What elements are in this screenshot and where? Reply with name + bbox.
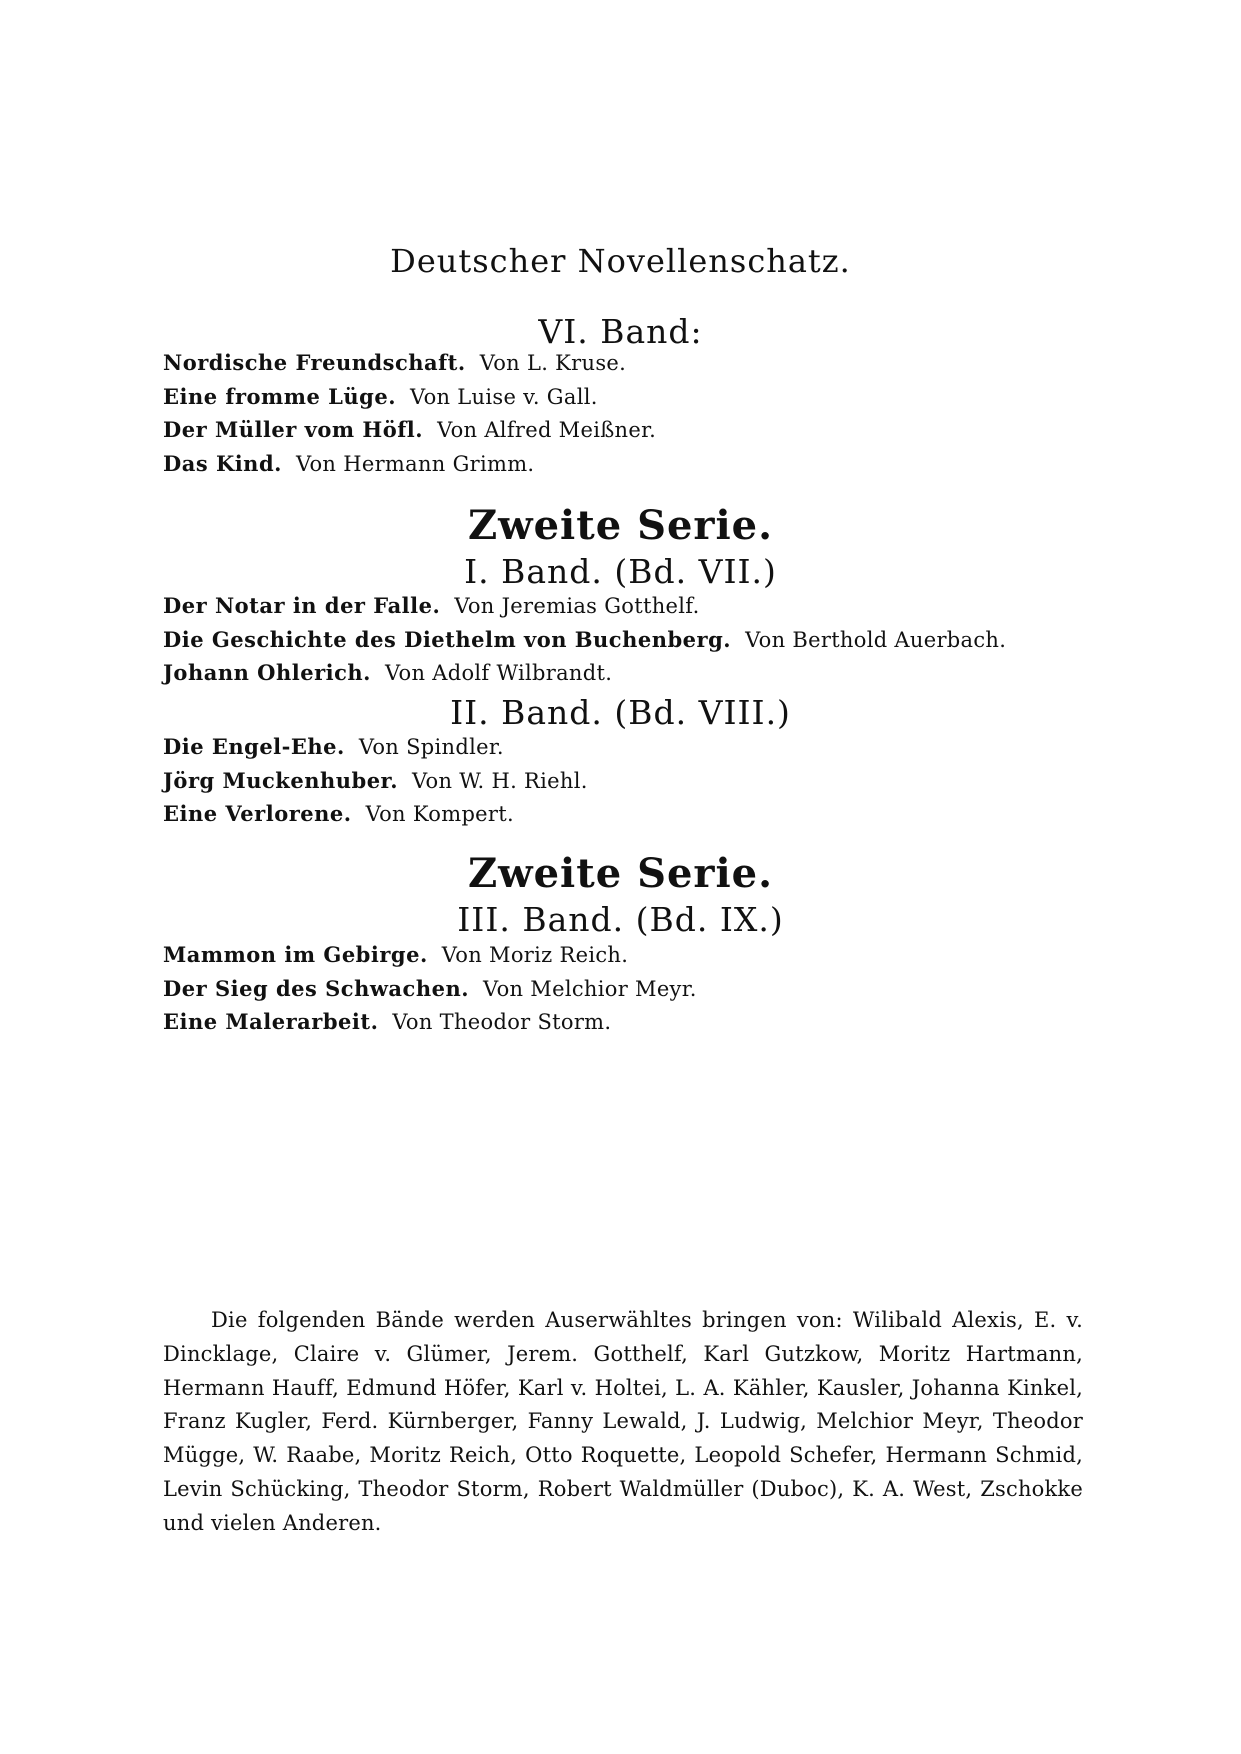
work-title: Die Geschichte des Diethelm von Buchenberg. (163, 626, 732, 652)
work-title: Mammon im Gebirge. (163, 942, 428, 967)
work-title: Das Kind. (163, 450, 282, 476)
list-item (163, 797, 1123, 831)
work-title: Eine Malerarbeit. (163, 1009, 379, 1034)
work-author: Von Luise v. Gall. (410, 384, 598, 409)
volume-6-heading: VI. Band: (538, 312, 703, 351)
forthcoming-authors-note: Die folgenden Bände werden Auserwähltes bringen von: Wilibald Alexis, E. v. Dincklage, Claire v. Glümer, Jerem. Gotthelf, Karl Gutzkow, Moritz Hartmann, Hermann Hauff, Edmund Höfer, Karl v. Holtei, L. A. Kähler, Kausler, Johanna Kinkel, Franz Kugler, Ferd. Kürnberger, Fanny Lewald, J. Ludwig, Melchior Meyr, Theodor Mügge, W. Raabe, Moritz Reich, Otto Roquette, Leopold Schefer, Hermann Schmid, Levin Schücking, Theodor Storm, Robert Waldmüller (Duboc), K. A. West, Zschokke und vielen Anderen. (163, 1308, 1083, 1535)
band-3-heading: III. Band. (Bd. IX.) (457, 900, 784, 939)
work-author: Von Adolf Wilbrandt. (384, 661, 613, 685)
list-item (163, 938, 1123, 972)
band-3-entries (163, 938, 1123, 1039)
work-author: Von L. Kruse. (479, 351, 627, 375)
list-item (163, 730, 1123, 764)
band-1-entries (163, 589, 1123, 690)
volume-6-entries (163, 346, 1123, 480)
series-2-heading-repeat: Zweite Serie. (467, 850, 774, 897)
list-item (163, 413, 1123, 447)
work-author: Von Alfred Meißner. (437, 418, 657, 442)
work-author: Von W. H. Riehl. (412, 768, 588, 793)
list-item (163, 764, 1123, 798)
work-author: Von Jeremias Gotthelf. (454, 594, 700, 618)
list-item (163, 623, 1123, 657)
work-title: Der Müller vom Höfl. (163, 417, 424, 442)
work-title: Nordische Freundschaft. (163, 350, 466, 375)
work-author: Von Hermann Grimm. (295, 451, 535, 476)
list-item (163, 656, 1123, 690)
work-author: Von Moriz Reich. (441, 943, 629, 967)
work-title: Die Engel-Ehe. (163, 734, 345, 759)
list-item (163, 380, 1123, 414)
page-title: Deutscher Novellenschatz. (390, 242, 851, 280)
work-author: Von Spindler. (358, 735, 504, 759)
work-author: Von Berthold Auerbach. (745, 627, 1007, 652)
work-title: Der Notar in der Falle. (163, 593, 441, 618)
list-item (163, 589, 1123, 623)
band-1-heading: I. Band. (Bd. VII.) (464, 552, 777, 591)
series-2-heading: Zweite Serie. (467, 502, 774, 549)
work-title: Eine Verlorene. (163, 801, 352, 826)
work-author: Von Kompert. (365, 802, 514, 826)
list-item (163, 972, 1123, 1006)
work-title: Jörg Muckenhuber. (163, 767, 399, 793)
work-author: Von Theodor Storm. (392, 1010, 612, 1034)
list-item (163, 447, 1123, 481)
work-author: Von Melchior Meyr. (483, 976, 697, 1001)
list-item (163, 1005, 1123, 1039)
band-2-heading: II. Band. (Bd. VIII.) (450, 693, 791, 732)
work-title: Johann Ohlerich. (163, 660, 371, 685)
work-title: Eine fromme Lüge. (163, 383, 397, 409)
list-item (163, 346, 1123, 380)
band-2-entries (163, 730, 1123, 831)
work-title: Der Sieg des Schwachen. (163, 975, 470, 1001)
